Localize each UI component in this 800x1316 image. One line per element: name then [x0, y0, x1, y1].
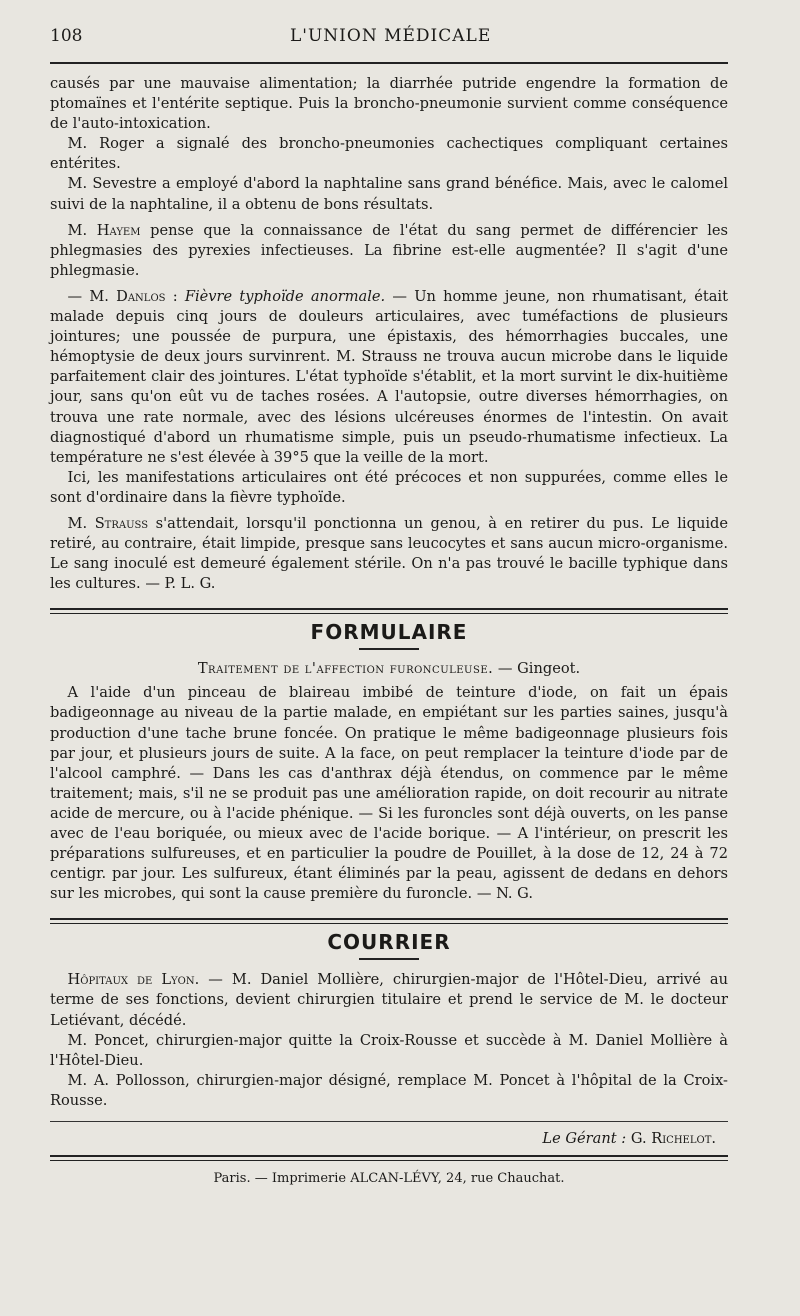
page-number: 108	[50, 26, 83, 46]
formulaire-subtitle: Traitement de l'affection furonculeuse. — Gingeot.	[197, 660, 581, 678]
imprint-rules	[50, 1155, 728, 1161]
paragraph-danlos: — M. Danlos : Fièvre typhoïde anormale. — Un homme jeune, non rhumatisant, était malade depuis cinq jours de douleurs articulaires, avec tuméfactions de plusieurs jointures; une poussée de purpura, une épistaxis, des hémorrhagies buccales, une hémoptysie de deux jours survinrent. M. Strauss ne trouva aucun microbe dans le liquide parfaitement clair des jointures. L'état typhoïde s'établit, et la mort survint le dix-huitième jour, sans qu'on eût vu de taches rosées. A l'autopsie, outre diverses hémorrhagies, on trouva une rate normale, avec des lésions ulcéreuses énormes de l'intestin. On avait diagnostiqué d'abord un rhumatisme simple, puis un pseudo-rhumatisme infectieux. La température ne s'est élevée à 39°5 que la veille de la mort.	[50, 287, 728, 466]
paragraph: M. A. Pollosson, chirurgien-major désigné, remplace M. Poncet à l'hôpital de la Croix-Rousse.	[50, 1071, 728, 1109]
paragraph: Hôpitaux de Lyon. — M. Daniel Mollière, chirurgien-major de l'Hôtel-Dieu, arrivé au terme de ses fonctions, devient chirurgien titulaire et prend le service de M. le docteur Letiévant, décédé.	[50, 971, 728, 1029]
paragraph: M. Sevestre a employé d'abord la naphtaline sans grand bénéfice. Mais, avec le calomel suivi de la naphtaline, il a obtenu de bons résultats.	[50, 175, 728, 213]
speaker-name: M. Strauss	[67, 514, 149, 532]
paragraph: M. Poncet, chirurgien-major quitte la Croix-Rousse et succède à M. Daniel Mollière à l'Hôtel-Dieu.	[50, 1031, 728, 1069]
header-rule	[50, 62, 728, 64]
courrier-heading: COURRIER	[327, 930, 451, 955]
heading-underline	[359, 958, 419, 960]
section-separator	[50, 608, 728, 614]
formulaire-heading: FORMULAIRE	[310, 620, 468, 645]
section-lead: Hôpitaux de Lyon.	[67, 971, 200, 989]
paragraph: Ici, les manifestations articulaires ont été précoces et non suppurées, comme elles le sont d'ordinaire dans la fièvre typhoïde.	[50, 468, 728, 506]
section-separator	[50, 918, 728, 924]
page-header	[50, 26, 728, 60]
running-title: L'UNION MÉDICALE	[290, 26, 492, 46]
heading-underline	[359, 648, 419, 650]
paragraph: M. Roger a signalé des broncho-pneumonies cachectiques compliquant certaines entérites.	[50, 135, 728, 173]
paragraph-hayem: M. Hayem pense que la connaissance de l'état du sang permet de différencier les phlegmasies des pyrexies infectieuses. La fibrine est-elle augmentée? Il s'agit d'une phlegmasie.	[50, 221, 729, 279]
formulaire-body	[50, 683, 728, 904]
printer-imprint: Paris. — Imprimerie ALCAN-LÉVY, 24, rue Chauchat.	[213, 1171, 565, 1187]
society-report	[50, 74, 728, 594]
paragraph-strauss: M. Strauss s'attendait, lorsqu'il ponctionna un genou, à en retirer du pus. Le liquide retiré, au contraire, était limpide, presque sans leucocytes et sans aucun micro-organisme. Le sang inoculé est demeuré également stérile. On n'a pas trouvé le bacille typhique dans les cultures. — P. L. G.	[50, 514, 728, 593]
speaker-name: Danlos	[116, 287, 166, 305]
paragraph: causés par une mauvaise alimentation; la diarrhée putride engendre la formation de ptomaïnes et l'entérite septique. Puis la broncho-pneumonie survient comme conséquence de l'auto-intoxication.	[50, 75, 728, 133]
courrier-body	[50, 970, 728, 1111]
footer-rule	[50, 1121, 728, 1122]
paragraph: A l'aide d'un pinceau de blaireau imbibé de teinture d'iode, on fait un épais badigeonnage au niveau de la partie malade, en empiétant sur les parties saines, jusqu'à production d'une tache brune foncée. On pratique le même badigeonnage plusieurs fois par jour, et plusieurs jours de suite. A la face, on peut remplacer la teinture d'iode par de l'alcool camphré. — Dans les cas d'anthrax déjà étendus, on commence par le même traitement; mais, s'il ne se produit pas une amélioration rapide, on doit recourir au nitrate acide de mercure, ou à l'acide phénique. — Si les furoncles sont déjà ouverts, on les panse avec de l'eau boriquée, ou mieux avec de l'acide borique. — A l'intérieur, on prescrit les préparations sulfureuses, et en particulier la poudre de Pouillet, à la dose de 12, 24 à 72 centigr. par jour. Les sulfureux, étant éliminés par la peau, agissent de dedans en dehors sur les microbes, qui sont la cause première du furoncle. — N. G.	[50, 684, 728, 903]
speaker-name: M. Hayem	[67, 221, 141, 239]
manager-signature: Le Gérant : G. Richelot.	[542, 1130, 716, 1148]
case-title: Fièvre typhoïde anormale.	[184, 287, 386, 305]
